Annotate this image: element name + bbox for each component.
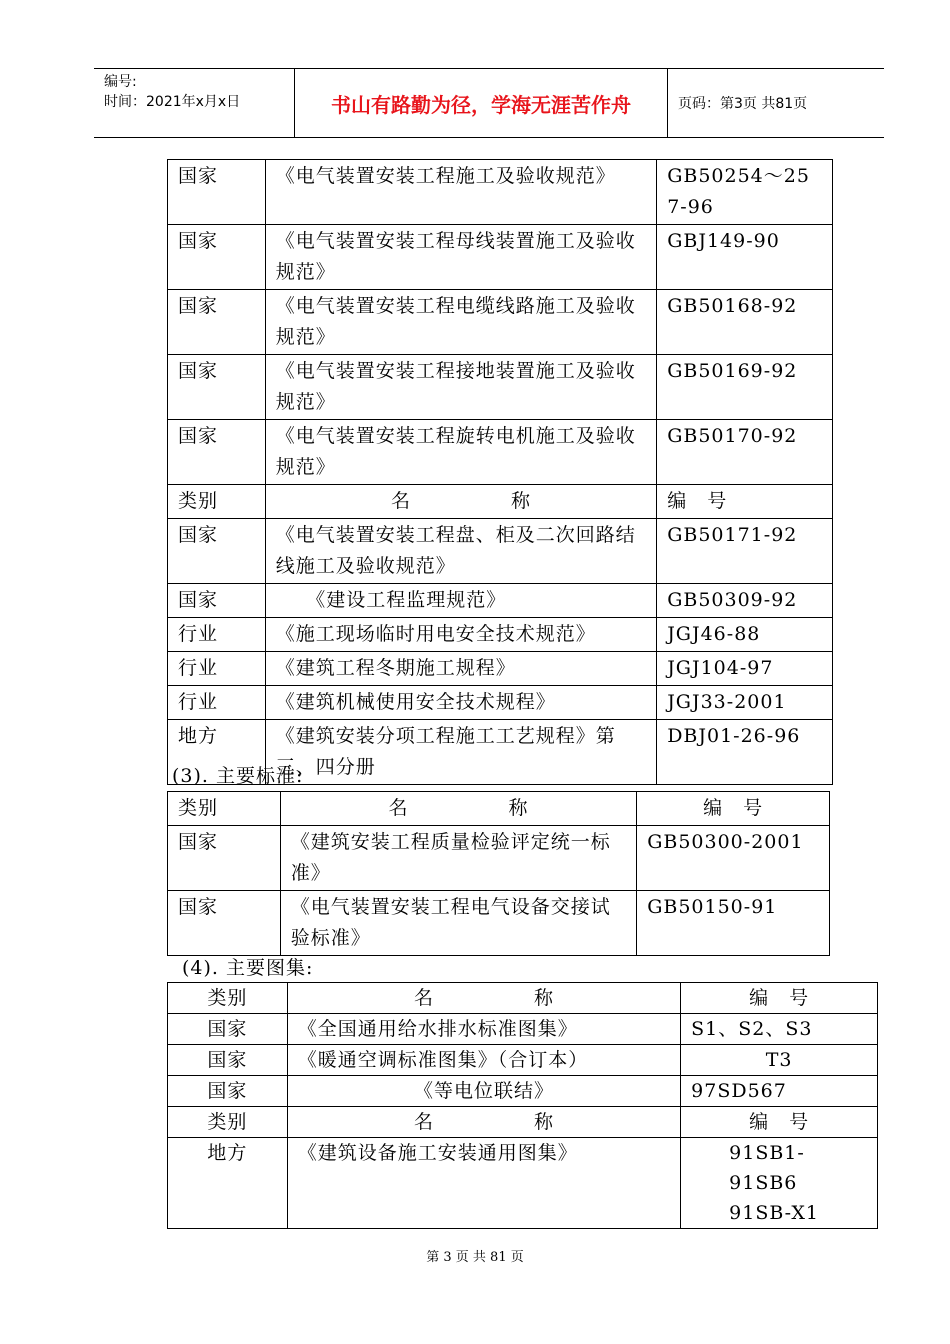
doc-code-label: 编号: xyxy=(104,74,137,90)
table-row xyxy=(168,826,830,891)
header-code: 编 号 xyxy=(681,983,878,1014)
cell-code: GB50300-2001 xyxy=(637,826,830,891)
cell-category: 行业 xyxy=(168,618,266,652)
header-name: 名 称 xyxy=(287,1107,680,1138)
cell-category: 国家 xyxy=(168,420,266,485)
cell-name: 《建筑机械使用安全技术规程》 xyxy=(265,686,656,720)
header-meta xyxy=(94,69,295,137)
page-header xyxy=(94,68,884,138)
table-row xyxy=(168,420,833,485)
section-heading-standards: (3). 主要标准: xyxy=(172,765,304,787)
table-header-row xyxy=(168,792,830,826)
table-row xyxy=(168,686,833,720)
cell-category: 地方 xyxy=(168,1138,288,1229)
cell-code: GB50170-92 xyxy=(657,420,833,485)
cell-code: S1、S2、S3 xyxy=(681,1014,878,1045)
doc-time-label: 时间：2021年x月x日 xyxy=(104,94,241,110)
table-row xyxy=(168,618,833,652)
section-heading-atlases: (4). 主要图集: xyxy=(182,957,314,979)
table-header-row xyxy=(168,983,878,1014)
cell-category: 国家 xyxy=(168,1076,288,1107)
cell-name: 《电气装置安装工程施工及验收规范》 xyxy=(265,160,656,225)
cell-code: GB50309-92 xyxy=(657,584,833,618)
cell-code: 91SB1-91SB6 91SB-X1 xyxy=(681,1138,878,1229)
cell-name: 《施工现场临时用电安全技术规范》 xyxy=(265,618,656,652)
cell-category: 国家 xyxy=(168,1045,288,1076)
header-name: 名 称 xyxy=(287,983,680,1014)
cell-name: 《电气装置安装工程电气设备交接试验标准》 xyxy=(280,891,636,956)
cell-code: GB50171-92 xyxy=(657,519,833,584)
table-row xyxy=(168,1045,878,1076)
cell-code: GB50150-91 xyxy=(637,891,830,956)
table-row xyxy=(168,160,833,225)
cell-name: 《建筑安装分项工程施工工艺规程》第三、四分册 xyxy=(265,720,656,785)
cell-category: 国家 xyxy=(168,584,266,618)
table-row xyxy=(168,1014,878,1045)
cell-category: 行业 xyxy=(168,652,266,686)
table-row xyxy=(168,584,833,618)
cell-code: DBJ01-26-96 xyxy=(657,720,833,785)
cell-code: GB50169-92 xyxy=(657,355,833,420)
cell-category: 国家 xyxy=(168,1014,288,1045)
header-category: 类别 xyxy=(168,792,281,826)
page-footer: 第 3 页 共 81 页 xyxy=(426,1250,524,1265)
cell-category: 国家 xyxy=(168,891,281,956)
cell-name: 《电气装置安装工程母线装置施工及验收规范》 xyxy=(265,225,656,290)
cell-category: 国家 xyxy=(168,826,281,891)
cell-code: JGJ104-97 xyxy=(657,652,833,686)
table-row xyxy=(168,891,830,956)
header-page-info: 页码：第3页 共81页 xyxy=(678,96,808,112)
table-row xyxy=(168,652,833,686)
cell-code: T3 xyxy=(681,1045,878,1076)
cell-category: 国家 xyxy=(168,225,266,290)
cell-name: 《暖通空调标准图集》（合订本） xyxy=(287,1045,680,1076)
regulations-table xyxy=(167,159,833,785)
header-category: 类别 xyxy=(168,485,266,519)
cell-code: GB50254～257-96 xyxy=(657,160,833,225)
header-category: 类别 xyxy=(168,1107,288,1138)
cell-name: 《电气装置安装工程旋转电机施工及验收规范》 xyxy=(265,420,656,485)
table-row xyxy=(168,519,833,584)
cell-category: 国家 xyxy=(168,355,266,420)
cell-category: 地方 xyxy=(168,720,266,785)
cell-name: 《全国通用给水排水标准图集》 xyxy=(287,1014,680,1045)
cell-name: 《建筑安装工程质量检验评定统一标准》 xyxy=(280,826,636,891)
cell-category: 国家 xyxy=(168,290,266,355)
cell-name: 《电气装置安装工程电缆线路施工及验收规范》 xyxy=(265,290,656,355)
cell-code: 97SD567 xyxy=(681,1076,878,1107)
cell-name: 《建筑设备施工安装通用图集》 xyxy=(287,1138,680,1229)
cell-category: 国家 xyxy=(168,160,266,225)
cell-name: 《电气装置安装工程接地装置施工及验收规范》 xyxy=(265,355,656,420)
table-row xyxy=(168,290,833,355)
header-code: 编 号 xyxy=(637,792,830,826)
cell-code: JGJ46-88 xyxy=(657,618,833,652)
header-name: 名 称 xyxy=(280,792,636,826)
header-category: 类别 xyxy=(168,983,288,1014)
cell-name: 《建设工程监理规范》 xyxy=(265,584,656,618)
header-slogan: 书山有路勤为径，学海无涯苦作舟 xyxy=(295,69,668,137)
cell-code: GB50168-92 xyxy=(657,290,833,355)
table-header-row xyxy=(168,1107,878,1138)
cell-code: GBJ149-90 xyxy=(657,225,833,290)
table-row xyxy=(168,1076,878,1107)
cell-name: 《等电位联结》 xyxy=(287,1076,680,1107)
standards-table xyxy=(167,791,830,956)
table-row xyxy=(168,225,833,290)
atlases-table xyxy=(167,982,878,1229)
cell-category: 行业 xyxy=(168,686,266,720)
table-header-row xyxy=(168,485,833,519)
table-row xyxy=(168,1138,878,1229)
cell-code: JGJ33-2001 xyxy=(657,686,833,720)
header-code: 编 号 xyxy=(657,485,833,519)
cell-name: 《建筑工程冬期施工规程》 xyxy=(265,652,656,686)
header-code: 编 号 xyxy=(681,1107,878,1138)
header-name: 名 称 xyxy=(265,485,656,519)
table-row xyxy=(168,355,833,420)
cell-name: 《电气装置安装工程盘、柜及二次回路结线施工及验收规范》 xyxy=(265,519,656,584)
cell-category: 国家 xyxy=(168,519,266,584)
